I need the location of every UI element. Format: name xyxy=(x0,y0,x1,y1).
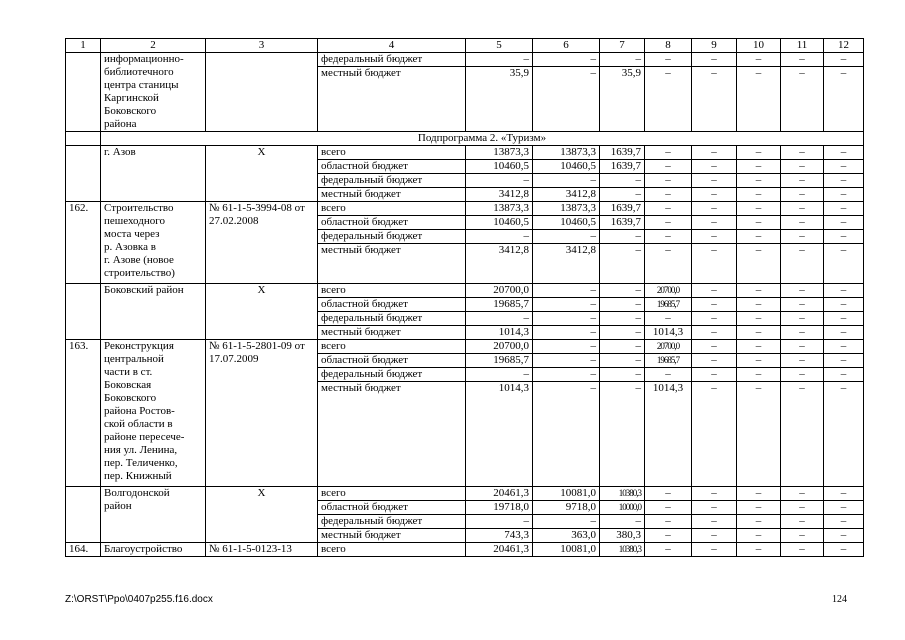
row-number xyxy=(66,284,101,340)
text-line: ния ул. Ленина, xyxy=(104,444,178,456)
value-cell: – xyxy=(533,340,600,354)
value-cell: – xyxy=(645,67,692,132)
funding-source: местный бюджет xyxy=(318,244,466,284)
value-cell: – xyxy=(824,298,864,312)
value-cell: – xyxy=(737,298,781,312)
value-cell: – xyxy=(692,160,737,174)
row-number: 163. xyxy=(66,340,101,487)
value-cell: – xyxy=(781,382,824,487)
value-cell: 19685,7 xyxy=(645,354,692,368)
header-cell: 1 xyxy=(66,39,101,53)
value-cell: – xyxy=(533,174,600,188)
value-cell: 1639,7 xyxy=(600,146,645,160)
text-line: района xyxy=(104,118,137,130)
value-cell: 743,3 xyxy=(466,529,533,543)
value-cell: 1014,3 xyxy=(466,326,533,340)
value-cell: – xyxy=(692,354,737,368)
value-cell: – xyxy=(466,174,533,188)
value-cell: – xyxy=(737,244,781,284)
object-name xyxy=(101,543,206,557)
value-cell: – xyxy=(824,284,864,298)
value-cell: – xyxy=(692,202,737,216)
row-number: 162. xyxy=(66,202,101,284)
value-cell: – xyxy=(781,501,824,515)
value-cell: 35,9 xyxy=(466,67,533,132)
text-line: р. Азовка в xyxy=(104,241,156,253)
value-cell: – xyxy=(692,284,737,298)
value-cell: – xyxy=(824,312,864,326)
value-cell: – xyxy=(600,515,645,529)
funding-source: местный бюджет xyxy=(318,188,466,202)
text-line: пешеходного xyxy=(104,215,165,227)
table-row xyxy=(66,202,864,216)
value-cell: – xyxy=(824,244,864,284)
registration: № 61-1-5-3994-08 от 27.02.2008 xyxy=(206,202,318,284)
value-cell: 10081,0 xyxy=(533,487,600,501)
text-line: Боковская xyxy=(104,379,152,391)
budget-table xyxy=(65,38,864,557)
value-cell: – xyxy=(645,487,692,501)
value-cell: – xyxy=(533,312,600,326)
value-cell: – xyxy=(645,160,692,174)
object-name xyxy=(101,146,206,202)
header-cell: 6 xyxy=(533,39,600,53)
value-cell: – xyxy=(533,284,600,298)
header-cell: 8 xyxy=(645,39,692,53)
value-cell: 1014,3 xyxy=(466,382,533,487)
value-cell: – xyxy=(737,487,781,501)
table-row xyxy=(66,340,864,354)
value-cell: – xyxy=(533,67,600,132)
value-cell: – xyxy=(645,146,692,160)
value-cell: 10380,3 xyxy=(600,543,645,557)
value-cell: – xyxy=(692,529,737,543)
value-cell: 19685,7 xyxy=(466,298,533,312)
value-cell: – xyxy=(737,529,781,543)
value-cell: – xyxy=(645,202,692,216)
value-cell: – xyxy=(824,487,864,501)
value-cell: – xyxy=(781,487,824,501)
registration xyxy=(206,53,318,132)
row-number xyxy=(66,146,101,202)
value-cell: 1639,7 xyxy=(600,216,645,230)
value-cell: 20700,0 xyxy=(466,340,533,354)
funding-source: местный бюджет xyxy=(318,529,466,543)
value-cell: 20700,0 xyxy=(466,284,533,298)
text-line: района Ростов- xyxy=(104,405,175,417)
row-number xyxy=(66,53,101,132)
funding-source: областной бюджет xyxy=(318,354,466,368)
text-line: г. Азов xyxy=(104,146,136,158)
table-row xyxy=(66,284,864,298)
value-cell: – xyxy=(737,202,781,216)
object-name xyxy=(101,53,206,132)
value-cell: – xyxy=(692,174,737,188)
value-cell: – xyxy=(466,368,533,382)
value-cell: – xyxy=(824,67,864,132)
value-cell: 10460,5 xyxy=(466,216,533,230)
value-cell: – xyxy=(600,298,645,312)
value-cell: – xyxy=(692,188,737,202)
value-cell: 13873,3 xyxy=(533,146,600,160)
funding-source: всего xyxy=(318,487,466,501)
funding-source: местный бюджет xyxy=(318,382,466,487)
value-cell: – xyxy=(737,382,781,487)
text-line: Реконструкция xyxy=(104,340,174,352)
value-cell: 19685,7 xyxy=(645,298,692,312)
text-line: районе пересече- xyxy=(104,431,185,443)
value-cell: – xyxy=(692,326,737,340)
value-cell: 10380,3 xyxy=(600,487,645,501)
funding-source: федеральный бюджет xyxy=(318,515,466,529)
value-cell: – xyxy=(737,188,781,202)
value-cell: – xyxy=(824,202,864,216)
text-line: части в ст. xyxy=(104,366,153,378)
registration: X xyxy=(206,146,318,202)
value-cell: – xyxy=(533,53,600,67)
value-cell: – xyxy=(824,188,864,202)
text-line: г. Азове (новое xyxy=(104,254,174,266)
value-cell: – xyxy=(692,501,737,515)
value-cell: 35,9 xyxy=(600,67,645,132)
value-cell: – xyxy=(692,244,737,284)
value-cell: – xyxy=(737,368,781,382)
funding-source: областной бюджет xyxy=(318,216,466,230)
header-cell: 4 xyxy=(318,39,466,53)
text-line: моста через xyxy=(104,228,160,240)
value-cell: – xyxy=(781,244,824,284)
text-line: строительство) xyxy=(104,267,175,279)
value-cell: – xyxy=(600,53,645,67)
value-cell: – xyxy=(692,340,737,354)
value-cell: – xyxy=(824,515,864,529)
value-cell: – xyxy=(645,312,692,326)
header-cell: 5 xyxy=(466,39,533,53)
value-cell: – xyxy=(645,368,692,382)
value-cell: 19718,0 xyxy=(466,501,533,515)
value-cell: – xyxy=(600,284,645,298)
value-cell: – xyxy=(824,382,864,487)
funding-source: всего xyxy=(318,340,466,354)
value-cell: – xyxy=(645,230,692,244)
value-cell: 3412,8 xyxy=(466,188,533,202)
value-cell: – xyxy=(781,284,824,298)
value-cell: – xyxy=(645,543,692,557)
value-cell: 10460,5 xyxy=(533,160,600,174)
value-cell: 3412,8 xyxy=(533,188,600,202)
value-cell: 1014,3 xyxy=(645,382,692,487)
funding-source: местный бюджет xyxy=(318,326,466,340)
value-cell: – xyxy=(824,230,864,244)
object-name xyxy=(101,340,206,487)
value-cell: – xyxy=(737,146,781,160)
row-number: 164. xyxy=(66,543,101,557)
value-cell: – xyxy=(781,146,824,160)
value-cell: – xyxy=(645,244,692,284)
value-cell: – xyxy=(737,501,781,515)
value-cell: – xyxy=(692,67,737,132)
value-cell: – xyxy=(692,487,737,501)
value-cell: – xyxy=(737,67,781,132)
value-cell: – xyxy=(824,53,864,67)
text-line: Каргинской xyxy=(104,92,159,104)
header-cell: 11 xyxy=(781,39,824,53)
funding-source: областной бюджет xyxy=(318,160,466,174)
table-row xyxy=(66,543,864,557)
value-cell: – xyxy=(824,340,864,354)
value-cell: 3412,8 xyxy=(533,244,600,284)
value-cell: – xyxy=(781,230,824,244)
value-cell: – xyxy=(781,188,824,202)
value-cell: 13873,3 xyxy=(466,202,533,216)
text-line: Боковский район xyxy=(104,284,184,296)
value-cell: – xyxy=(466,312,533,326)
value-cell: – xyxy=(692,53,737,67)
value-cell: – xyxy=(692,298,737,312)
table-row xyxy=(66,146,864,160)
registration: № 61-1-5-0123-13 xyxy=(206,543,318,557)
value-cell: 363,0 xyxy=(533,529,600,543)
value-cell: – xyxy=(692,146,737,160)
header-cell: 9 xyxy=(692,39,737,53)
funding-source: федеральный бюджет xyxy=(318,312,466,326)
table-row xyxy=(66,53,864,67)
value-cell: – xyxy=(533,298,600,312)
value-cell: – xyxy=(533,368,600,382)
value-cell: – xyxy=(781,312,824,326)
value-cell: – xyxy=(781,202,824,216)
value-cell: – xyxy=(692,368,737,382)
registration: № 61-1-5-2801-09 от 17.07.2009 xyxy=(206,340,318,487)
object-name xyxy=(101,202,206,284)
value-cell: 20700,0 xyxy=(645,284,692,298)
value-cell: – xyxy=(781,160,824,174)
row-number xyxy=(66,487,101,543)
value-cell: – xyxy=(737,53,781,67)
subprogram-row xyxy=(66,132,864,146)
value-cell: 10460,5 xyxy=(533,216,600,230)
text-line: ской области в xyxy=(104,418,173,430)
header-row xyxy=(66,39,864,53)
header-cell: 7 xyxy=(600,39,645,53)
value-cell: – xyxy=(600,312,645,326)
text-line: центра станицы xyxy=(104,79,179,91)
value-cell: – xyxy=(466,230,533,244)
text-line: пер. Книжный xyxy=(104,470,172,482)
value-cell: – xyxy=(737,312,781,326)
value-cell: – xyxy=(600,368,645,382)
value-cell: – xyxy=(781,53,824,67)
value-cell: – xyxy=(824,501,864,515)
value-cell: – xyxy=(645,53,692,67)
value-cell: – xyxy=(692,312,737,326)
value-cell: 20700,0 xyxy=(645,340,692,354)
value-cell: – xyxy=(737,160,781,174)
value-cell: – xyxy=(645,515,692,529)
value-cell: – xyxy=(824,543,864,557)
value-cell: – xyxy=(824,174,864,188)
value-cell: – xyxy=(645,529,692,543)
value-cell: 19685,7 xyxy=(466,354,533,368)
value-cell: – xyxy=(824,368,864,382)
value-cell: – xyxy=(533,230,600,244)
value-cell: – xyxy=(600,340,645,354)
value-cell: 3412,8 xyxy=(466,244,533,284)
value-cell: – xyxy=(533,515,600,529)
value-cell: – xyxy=(781,529,824,543)
header-cell: 10 xyxy=(737,39,781,53)
funding-source: областной бюджет xyxy=(318,298,466,312)
value-cell: – xyxy=(737,216,781,230)
value-cell: 20461,3 xyxy=(466,543,533,557)
value-cell: 10460,5 xyxy=(466,160,533,174)
value-cell: – xyxy=(737,174,781,188)
text-line: Боковского xyxy=(104,105,157,117)
object-name xyxy=(101,487,206,543)
value-cell: – xyxy=(692,515,737,529)
funding-source: федеральный бюджет xyxy=(318,230,466,244)
value-cell: – xyxy=(781,368,824,382)
funding-source: всего xyxy=(318,543,466,557)
value-cell: 1639,7 xyxy=(600,160,645,174)
value-cell: – xyxy=(600,244,645,284)
value-cell: – xyxy=(737,543,781,557)
value-cell: – xyxy=(600,326,645,340)
value-cell: – xyxy=(692,216,737,230)
value-cell: – xyxy=(533,382,600,487)
value-cell: 10081,0 xyxy=(533,543,600,557)
text-line: библиотечного xyxy=(104,66,174,78)
value-cell: – xyxy=(645,188,692,202)
text-line: район xyxy=(104,500,132,512)
registration: X xyxy=(206,284,318,340)
value-cell: – xyxy=(600,354,645,368)
funding-source: всего xyxy=(318,202,466,216)
value-cell: – xyxy=(600,188,645,202)
value-cell: 10000,0 xyxy=(600,501,645,515)
page-number: 124 xyxy=(832,594,847,605)
value-cell: 9718,0 xyxy=(533,501,600,515)
funding-source: всего xyxy=(318,284,466,298)
table-row xyxy=(66,487,864,501)
funding-source: всего xyxy=(318,146,466,160)
subprogram-title: Подпрограмма 2. «Туризм» xyxy=(101,132,864,146)
value-cell: 1014,3 xyxy=(645,326,692,340)
text-line: пер. Теличенко, xyxy=(104,457,178,469)
value-cell: – xyxy=(781,326,824,340)
funding-source: местный бюджет xyxy=(318,67,466,132)
text-line: Боковского xyxy=(104,392,157,404)
header-cell: 2 xyxy=(101,39,206,53)
value-cell: – xyxy=(533,354,600,368)
value-cell: – xyxy=(737,230,781,244)
value-cell: – xyxy=(781,298,824,312)
value-cell: – xyxy=(645,216,692,230)
text-line: информационно- xyxy=(104,53,184,65)
text-line: центральной xyxy=(104,353,164,365)
value-cell: – xyxy=(600,174,645,188)
value-cell: – xyxy=(824,146,864,160)
row-number xyxy=(66,132,101,146)
value-cell: – xyxy=(466,53,533,67)
value-cell: – xyxy=(781,543,824,557)
value-cell: – xyxy=(781,174,824,188)
value-cell: – xyxy=(692,543,737,557)
value-cell: – xyxy=(824,326,864,340)
value-cell: – xyxy=(737,354,781,368)
value-cell: – xyxy=(737,515,781,529)
value-cell: 1639,7 xyxy=(600,202,645,216)
text-line: Строительство xyxy=(104,202,174,214)
value-cell: – xyxy=(466,515,533,529)
value-cell: – xyxy=(533,326,600,340)
header-cell: 12 xyxy=(824,39,864,53)
value-cell: – xyxy=(824,160,864,174)
value-cell: – xyxy=(737,284,781,298)
text-line: Волгодонской xyxy=(104,487,170,499)
value-cell: – xyxy=(600,382,645,487)
value-cell: – xyxy=(692,230,737,244)
value-cell: 20461,3 xyxy=(466,487,533,501)
value-cell: – xyxy=(824,216,864,230)
value-cell: 380,3 xyxy=(600,529,645,543)
value-cell: – xyxy=(645,501,692,515)
value-cell: – xyxy=(737,326,781,340)
funding-source: федеральный бюджет xyxy=(318,174,466,188)
value-cell: – xyxy=(781,340,824,354)
registration: X xyxy=(206,487,318,543)
funding-source: федеральный бюджет xyxy=(318,53,466,67)
value-cell: 13873,3 xyxy=(466,146,533,160)
file-path: Z:\ORST\Ppo\0407p255.f16.docx xyxy=(65,594,213,605)
value-cell: – xyxy=(692,382,737,487)
value-cell: – xyxy=(824,354,864,368)
value-cell: – xyxy=(737,340,781,354)
value-cell: 13873,3 xyxy=(533,202,600,216)
value-cell: – xyxy=(781,216,824,230)
value-cell: – xyxy=(824,529,864,543)
funding-source: федеральный бюджет xyxy=(318,368,466,382)
value-cell: – xyxy=(781,515,824,529)
value-cell: – xyxy=(781,67,824,132)
value-cell: – xyxy=(645,174,692,188)
value-cell: – xyxy=(781,354,824,368)
value-cell: – xyxy=(600,230,645,244)
text-line: Благоустройство xyxy=(104,543,183,555)
header-cell: 3 xyxy=(206,39,318,53)
funding-source: областной бюджет xyxy=(318,501,466,515)
object-name xyxy=(101,284,206,340)
